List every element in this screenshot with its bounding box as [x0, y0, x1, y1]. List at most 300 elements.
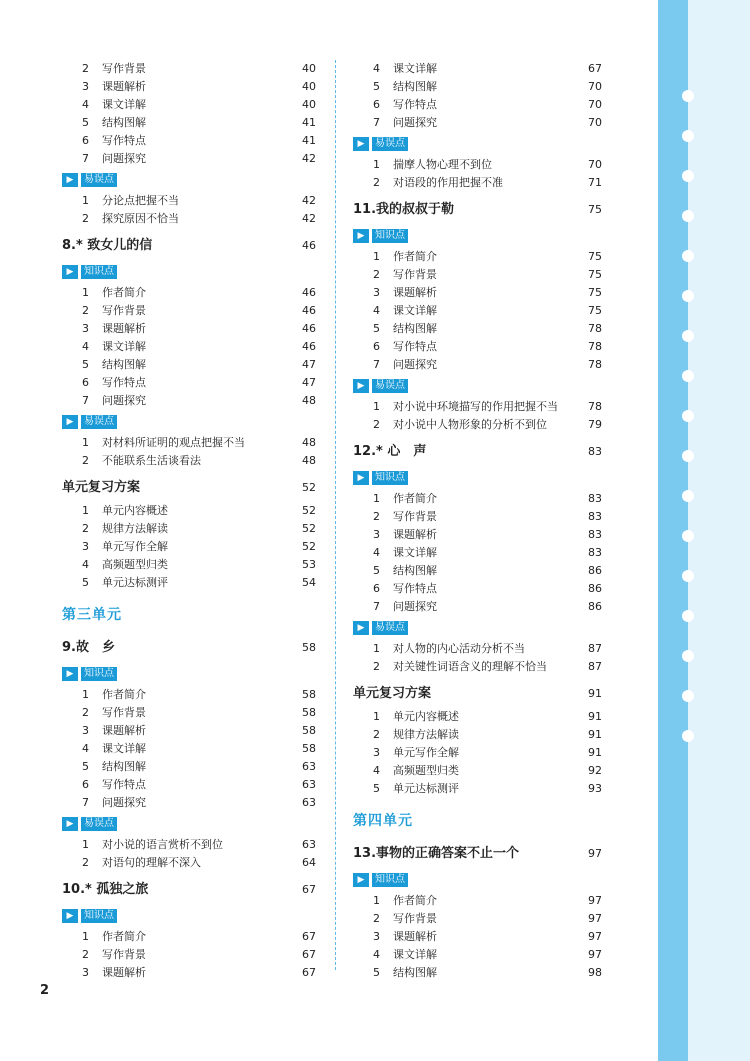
toc-entry[interactable] [353, 96, 608, 114]
entry-number: 2 [82, 304, 89, 317]
lesson-page: 67 [302, 883, 316, 896]
toc-entry[interactable] [353, 762, 608, 780]
entry-number: 4 [373, 62, 380, 75]
toc-entry[interactable] [62, 132, 322, 150]
toc-entry[interactable] [353, 60, 608, 78]
lesson-heading[interactable] [62, 474, 322, 502]
entry-title: 课文详解 [102, 742, 146, 755]
lesson-title: 12.* 心 声 [353, 444, 427, 459]
entry-number: 7 [373, 600, 380, 613]
entry-page: 87 [588, 660, 602, 673]
entry-title: 课文详解 [393, 304, 437, 317]
toc-right-column [353, 60, 608, 982]
toc-entry[interactable] [62, 302, 322, 320]
entry-title: 揣摩人物心理不到位 [393, 158, 492, 171]
play-arrow-icon: ▶ [353, 229, 369, 243]
entry-number: 6 [82, 376, 89, 389]
play-arrow-icon: ▶ [353, 873, 369, 887]
entry-title: 单元内容概述 [393, 710, 459, 723]
lesson-title: 10.* 孤独之旅 [62, 882, 149, 897]
tag-label: 易误点 [372, 379, 408, 393]
entry-title: 课题解析 [102, 966, 146, 979]
toc-entry[interactable] [62, 854, 322, 872]
toc-entry[interactable] [62, 740, 322, 758]
entry-number: 5 [82, 576, 89, 589]
binder-hole [682, 530, 694, 542]
binder-hole [682, 210, 694, 222]
toc-entry[interactable] [353, 356, 608, 374]
entry-title: 写作背景 [102, 62, 146, 75]
entry-number: 4 [373, 948, 380, 961]
lesson-page: 46 [302, 239, 316, 252]
entry-page: 91 [588, 728, 602, 741]
entry-page: 63 [302, 838, 316, 851]
toc-entry[interactable] [353, 964, 608, 982]
entry-number: 4 [82, 742, 89, 755]
lesson-page: 83 [588, 445, 602, 458]
entry-page: 92 [588, 764, 602, 777]
lesson-page: 97 [588, 847, 602, 860]
toc-entry[interactable] [353, 526, 608, 544]
entry-title: 课题解析 [393, 930, 437, 943]
lesson-page: 91 [588, 687, 602, 700]
toc-entry[interactable] [62, 556, 322, 574]
lesson-heading[interactable] [62, 634, 322, 662]
section-tag [62, 814, 322, 834]
toc-entry[interactable] [62, 538, 322, 556]
entry-number: 6 [373, 582, 380, 595]
entry-number: 5 [82, 116, 89, 129]
lesson-title: 9.故 乡 [62, 640, 115, 655]
entry-number: 7 [82, 796, 89, 809]
entry-number: 2 [82, 948, 89, 961]
entry-number: 5 [373, 966, 380, 979]
entry-page: 54 [302, 576, 316, 589]
entry-page: 40 [302, 80, 316, 93]
entry-page: 86 [588, 564, 602, 577]
tag-label: 易误点 [372, 621, 408, 635]
entry-title: 作者简介 [102, 930, 146, 943]
unit-heading: 第三单元 [62, 607, 122, 623]
entry-page: 58 [302, 706, 316, 719]
entry-page: 46 [302, 322, 316, 335]
entry-title: 问题探究 [102, 796, 146, 809]
entry-number: 2 [82, 212, 89, 225]
toc-entry[interactable] [62, 96, 322, 114]
toc-entry[interactable] [62, 758, 322, 776]
entry-title: 写作特点 [102, 376, 146, 389]
entry-title: 问题探究 [393, 358, 437, 371]
toc-entry[interactable] [353, 544, 608, 562]
entry-page: 83 [588, 510, 602, 523]
binder-hole [682, 730, 694, 742]
toc-entry[interactable] [353, 490, 608, 508]
toc-entry[interactable] [62, 722, 322, 740]
entry-number: 1 [82, 930, 89, 943]
toc-entry[interactable] [62, 928, 322, 946]
toc-entry[interactable] [353, 248, 608, 266]
entry-title: 对人物的内心活动分析不当 [393, 642, 525, 655]
section-tag [62, 412, 322, 432]
lesson-heading[interactable] [62, 876, 322, 904]
entry-number: 7 [373, 358, 380, 371]
toc-entry[interactable] [353, 78, 608, 96]
entry-title: 对语句的理解不深入 [102, 856, 201, 869]
toc-entry[interactable] [62, 338, 322, 356]
tag-label: 易误点 [81, 173, 117, 187]
entry-title: 规律方法解读 [102, 522, 168, 535]
entry-page: 70 [588, 158, 602, 171]
play-arrow-icon: ▶ [353, 379, 369, 393]
entry-number: 2 [373, 912, 380, 925]
entry-number: 2 [373, 660, 380, 673]
binder-hole [682, 610, 694, 622]
entry-title: 单元达标测评 [102, 576, 168, 589]
entry-title: 结构图解 [393, 564, 437, 577]
toc-entry[interactable] [62, 78, 322, 96]
entry-page: 48 [302, 436, 316, 449]
entry-page: 47 [302, 376, 316, 389]
binder-hole [682, 130, 694, 142]
entry-title: 对材料所证明的观点把握不当 [102, 436, 245, 449]
entry-number: 3 [373, 930, 380, 943]
entry-title: 高频题型归类 [393, 764, 459, 777]
entry-number: 4 [373, 764, 380, 777]
section-tag [353, 134, 608, 154]
entry-page: 67 [302, 966, 316, 979]
toc-entry[interactable] [353, 320, 608, 338]
entry-title: 不能联系生活谈看法 [102, 454, 201, 467]
toc-entry[interactable] [353, 580, 608, 598]
entry-number: 7 [373, 116, 380, 129]
entry-title: 结构图解 [102, 116, 146, 129]
entry-number: 2 [82, 454, 89, 467]
entry-title: 写作背景 [393, 510, 437, 523]
toc-entry[interactable] [62, 452, 322, 470]
entry-page: 47 [302, 358, 316, 371]
column-divider [335, 60, 336, 970]
entry-number: 5 [373, 322, 380, 335]
entry-number: 6 [82, 134, 89, 147]
lesson-heading[interactable] [353, 438, 608, 466]
entry-page: 58 [302, 742, 316, 755]
toc-entry[interactable] [62, 320, 322, 338]
play-arrow-icon: ▶ [62, 265, 78, 279]
section-tag [62, 262, 322, 282]
entry-number: 4 [373, 546, 380, 559]
entry-title: 结构图解 [393, 80, 437, 93]
entry-title: 对语段的作用把握不准 [393, 176, 503, 189]
entry-page: 91 [588, 710, 602, 723]
toc-entry[interactable] [353, 726, 608, 744]
toc-entry[interactable] [62, 374, 322, 392]
entry-number: 1 [373, 158, 380, 171]
entry-title: 课题解析 [102, 724, 146, 737]
entry-title: 规律方法解读 [393, 728, 459, 741]
entry-page: 75 [588, 286, 602, 299]
entry-title: 单元写作全解 [393, 746, 459, 759]
toc-entry[interactable] [353, 928, 608, 946]
entry-page: 52 [302, 504, 316, 517]
entry-number: 4 [82, 340, 89, 353]
entry-title: 对小说中环境描写的作用把握不当 [393, 400, 558, 413]
toc-entry[interactable] [353, 708, 608, 726]
lesson-title: 单元复习方案 [353, 686, 432, 701]
toc-entry[interactable] [353, 416, 608, 434]
entry-number: 3 [82, 540, 89, 553]
entry-title: 课文详解 [393, 546, 437, 559]
entry-title: 课题解析 [393, 286, 437, 299]
toc-entry[interactable] [62, 150, 322, 168]
page-number: 2 [40, 983, 50, 998]
section-tag [353, 468, 608, 488]
toc-entry[interactable] [62, 434, 322, 452]
entry-page: 70 [588, 80, 602, 93]
entry-title: 写作特点 [102, 134, 146, 147]
toc-entry[interactable] [62, 704, 322, 722]
play-arrow-icon: ▶ [62, 173, 78, 187]
toc-entry[interactable] [62, 836, 322, 854]
entry-number: 2 [82, 706, 89, 719]
entry-title: 写作背景 [393, 912, 437, 925]
entry-number: 1 [373, 710, 380, 723]
entry-page: 41 [302, 134, 316, 147]
tag-label: 知识点 [372, 873, 408, 887]
toc-entry[interactable] [62, 114, 322, 132]
unit-heading: 第四单元 [353, 813, 413, 829]
entry-title: 写作特点 [393, 98, 437, 111]
toc-entry[interactable] [62, 776, 322, 794]
entry-page: 79 [588, 418, 602, 431]
play-arrow-icon: ▶ [62, 817, 78, 831]
entry-page: 63 [302, 796, 316, 809]
entry-page: 48 [302, 454, 316, 467]
play-arrow-icon: ▶ [353, 471, 369, 485]
entry-page: 42 [302, 194, 316, 207]
toc-entry[interactable] [62, 794, 322, 812]
tag-label: 易误点 [81, 415, 117, 429]
tag-label: 知识点 [81, 909, 117, 923]
entry-number: 2 [373, 728, 380, 741]
lesson-title: 单元复习方案 [62, 480, 141, 495]
entry-page: 71 [588, 176, 602, 189]
entry-number: 3 [82, 724, 89, 737]
entry-title: 写作特点 [102, 778, 146, 791]
binder-hole [682, 690, 694, 702]
toc-entry[interactable] [353, 892, 608, 910]
toc-entry[interactable] [62, 192, 322, 210]
entry-title: 课文详解 [393, 62, 437, 75]
entry-title: 对小说的语言赏析不到位 [102, 838, 223, 851]
entry-page: 58 [302, 724, 316, 737]
entry-page: 83 [588, 492, 602, 505]
entry-page: 78 [588, 400, 602, 413]
entry-page: 42 [302, 152, 316, 165]
entry-title: 写作背景 [102, 304, 146, 317]
entry-number: 5 [373, 782, 380, 795]
toc-entry[interactable] [62, 392, 322, 410]
entry-number: 7 [82, 394, 89, 407]
lesson-title: 8.* 致女儿的信 [62, 238, 153, 253]
entry-title: 作者简介 [102, 688, 146, 701]
lesson-title: 13.事物的正确答案不止一个 [353, 846, 520, 861]
entry-title: 结构图解 [393, 966, 437, 979]
entry-number: 4 [373, 304, 380, 317]
lesson-title: 11.我的叔叔于勒 [353, 202, 455, 217]
binder-hole [682, 290, 694, 302]
entry-number: 2 [82, 522, 89, 535]
entry-title: 结构图解 [102, 760, 146, 773]
toc-left-column [62, 60, 322, 982]
tag-label: 易误点 [81, 817, 117, 831]
entry-number: 3 [82, 966, 89, 979]
entry-title: 课文详解 [102, 98, 146, 111]
entry-number: 1 [373, 894, 380, 907]
entry-page: 40 [302, 98, 316, 111]
binder-hole [682, 490, 694, 502]
entry-page: 63 [302, 760, 316, 773]
binder-hole [682, 330, 694, 342]
toc-entry[interactable] [353, 658, 608, 676]
entry-number: 1 [82, 194, 89, 207]
binder-hole [682, 450, 694, 462]
entry-title: 写作特点 [393, 340, 437, 353]
tag-label: 知识点 [372, 471, 408, 485]
entry-page: 70 [588, 98, 602, 111]
entry-title: 单元达标测评 [393, 782, 459, 795]
toc-entry[interactable] [62, 946, 322, 964]
toc-entry[interactable] [353, 266, 608, 284]
entry-number: 2 [373, 510, 380, 523]
entry-title: 问题探究 [102, 394, 146, 407]
entry-title: 结构图解 [102, 358, 146, 371]
toc-entry[interactable] [353, 640, 608, 658]
entry-number: 2 [373, 418, 380, 431]
toc-entry[interactable] [62, 60, 322, 78]
toc-entry[interactable] [62, 520, 322, 538]
entry-page: 46 [302, 304, 316, 317]
toc-entry[interactable] [353, 744, 608, 762]
tag-label: 易误点 [372, 137, 408, 151]
toc-entry[interactable] [353, 780, 608, 798]
toc-entry[interactable] [353, 174, 608, 192]
toc-entry[interactable] [353, 508, 608, 526]
play-arrow-icon: ▶ [353, 621, 369, 635]
entry-page: 97 [588, 930, 602, 943]
toc-entry[interactable] [62, 210, 322, 228]
section-tag [353, 376, 608, 396]
entry-title: 对小说中人物形象的分析不到位 [393, 418, 547, 431]
entry-page: 97 [588, 912, 602, 925]
entry-page: 67 [302, 948, 316, 961]
entry-number: 1 [82, 688, 89, 701]
binder-hole [682, 170, 694, 182]
toc-entry[interactable] [62, 686, 322, 704]
entry-number: 3 [373, 286, 380, 299]
toc-entry[interactable] [353, 338, 608, 356]
toc-entry[interactable] [62, 356, 322, 374]
entry-page: 78 [588, 322, 602, 335]
entry-title: 课文详解 [102, 340, 146, 353]
toc-entry[interactable] [353, 598, 608, 616]
entry-page: 91 [588, 746, 602, 759]
entry-page: 42 [302, 212, 316, 225]
toc-entry[interactable] [353, 284, 608, 302]
lesson-heading[interactable] [353, 196, 608, 224]
entry-title: 写作背景 [393, 268, 437, 281]
tag-label: 知识点 [81, 667, 117, 681]
entry-title: 分论点把握不当 [102, 194, 179, 207]
tag-label: 知识点 [372, 229, 408, 243]
toc-entry[interactable] [353, 946, 608, 964]
entry-number: 1 [82, 504, 89, 517]
entry-number: 1 [373, 250, 380, 263]
toc-entry[interactable] [353, 562, 608, 580]
binder-hole [682, 570, 694, 582]
entry-number: 6 [82, 778, 89, 791]
entry-number: 3 [373, 746, 380, 759]
entry-page: 86 [588, 600, 602, 613]
entry-title: 课题解析 [393, 528, 437, 541]
entry-page: 70 [588, 116, 602, 129]
entry-number: 3 [82, 322, 89, 335]
entry-title: 作者简介 [393, 250, 437, 263]
toc-entry[interactable] [353, 302, 608, 320]
entry-title: 作者简介 [102, 286, 146, 299]
entry-number: 2 [373, 176, 380, 189]
entry-title: 对关键性词语含义的理解不恰当 [393, 660, 547, 673]
lesson-heading[interactable] [353, 840, 608, 868]
entry-page: 75 [588, 268, 602, 281]
entry-page: 86 [588, 582, 602, 595]
play-arrow-icon: ▶ [62, 909, 78, 923]
entry-number: 6 [373, 98, 380, 111]
entry-page: 83 [588, 546, 602, 559]
entry-title: 结构图解 [393, 322, 437, 335]
toc-entry[interactable] [62, 502, 322, 520]
entry-page: 67 [302, 930, 316, 943]
entry-number: 1 [373, 400, 380, 413]
entry-page: 63 [302, 778, 316, 791]
toc-entry[interactable] [353, 398, 608, 416]
entry-page: 41 [302, 116, 316, 129]
entry-page: 46 [302, 286, 316, 299]
section-tag [353, 618, 608, 638]
toc-entry[interactable] [353, 910, 608, 928]
entry-number: 5 [82, 760, 89, 773]
entry-number: 4 [82, 558, 89, 571]
toc-entry[interactable] [353, 156, 608, 174]
lesson-heading[interactable] [353, 680, 608, 708]
entry-number: 3 [373, 528, 380, 541]
section-tag [353, 870, 608, 890]
lesson-heading[interactable] [62, 232, 322, 260]
entry-title: 作者简介 [393, 492, 437, 505]
entry-page: 83 [588, 528, 602, 541]
toc-entry[interactable] [62, 574, 322, 592]
entry-page: 75 [588, 304, 602, 317]
binder-hole [682, 370, 694, 382]
entry-title: 单元写作全解 [102, 540, 168, 553]
entry-page: 78 [588, 358, 602, 371]
toc-entry[interactable] [62, 284, 322, 302]
entry-number: 5 [82, 358, 89, 371]
toc-entry[interactable] [62, 964, 322, 982]
toc-entry[interactable] [353, 114, 608, 132]
entry-page: 97 [588, 948, 602, 961]
entry-title: 写作背景 [102, 948, 146, 961]
lesson-page: 75 [588, 203, 602, 216]
